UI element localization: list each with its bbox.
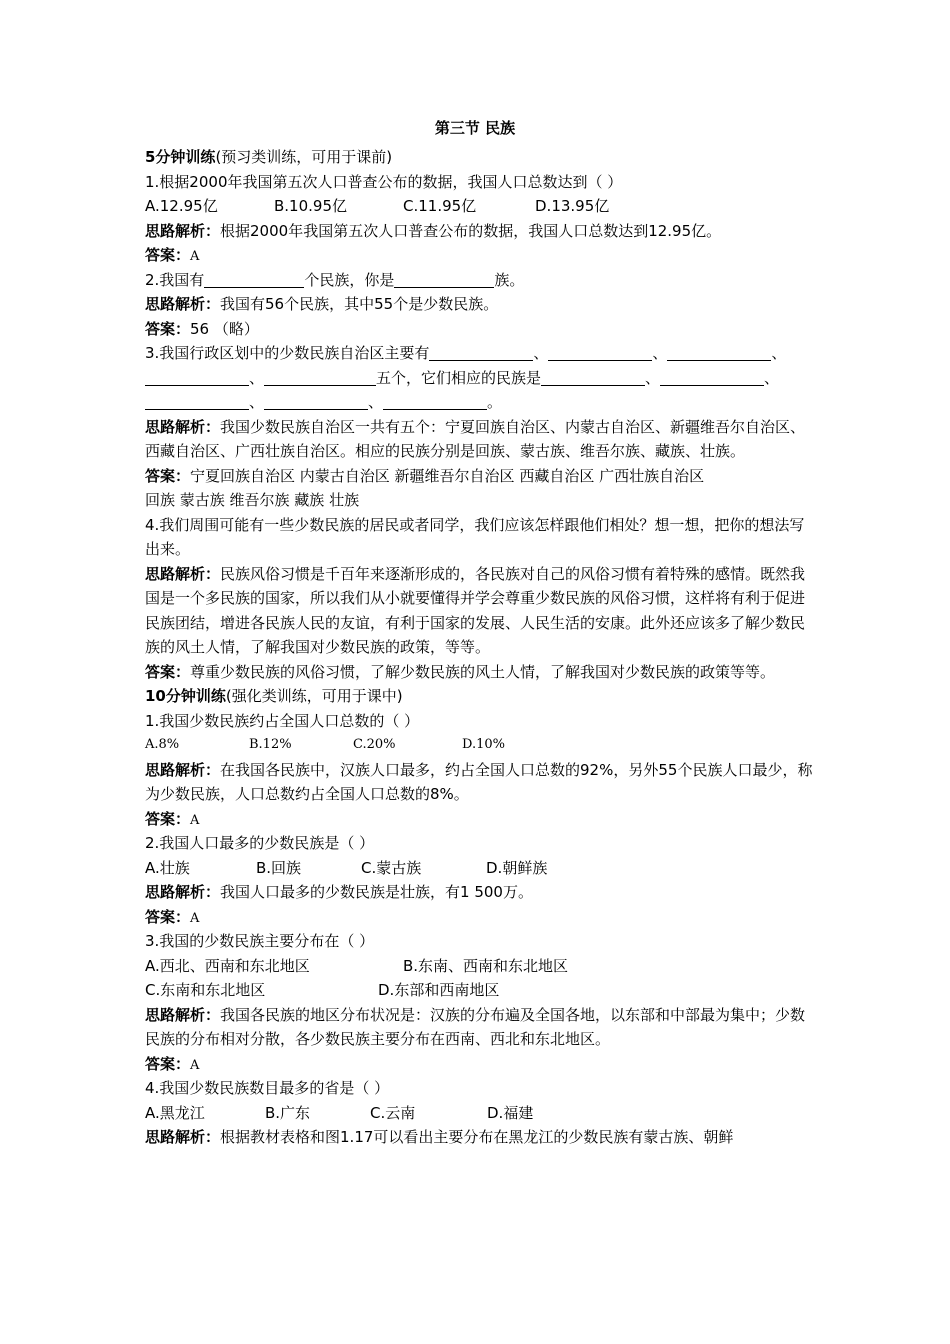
analysis-label: 思路解析：	[145, 295, 221, 313]
separator: 、	[652, 344, 668, 362]
section-heading-note: (强化类训练，可用于课中)	[225, 687, 403, 705]
option-a: A.12.95亿	[145, 197, 218, 215]
option-b: B.广东	[265, 1103, 311, 1122]
answer-label: 答案：	[145, 809, 191, 828]
question-stem: 1.根据2000年我国第五次人口普查公布的数据，我国人口总数达到（ ）	[145, 172, 623, 191]
question-options	[145, 856, 813, 881]
section-heading-note: (预习类训练，可用于课前)	[215, 148, 393, 166]
analysis-label: 思路解析：	[145, 760, 221, 779]
answer-text: A	[190, 910, 200, 926]
document-body	[145, 145, 813, 1150]
question-options	[145, 194, 813, 219]
answer-cont: 回族 蒙古族 维吾尔族 藏族 壮族	[145, 491, 360, 509]
section-heading-5min	[145, 145, 813, 170]
separator: 、	[533, 344, 549, 362]
answer-text: A	[190, 1057, 200, 1073]
stem-part: 五个，它们相应的民族是	[376, 368, 542, 387]
analysis-label: 思路解析：	[145, 417, 221, 436]
answer-label: 答案：	[145, 662, 191, 681]
option-d: D.13.95亿	[535, 197, 610, 215]
answer-label: 答案：	[145, 466, 191, 485]
separator: 、	[771, 344, 787, 362]
question-stem: 4.我们周围可能有一些少数民族的居民或者同学，我们应该怎样跟他们相处？想一想，把你的想法写出来。	[145, 515, 805, 558]
option-c: C.云南	[370, 1103, 416, 1122]
option-b: B.东南、西南和东北地区	[403, 956, 569, 975]
answer	[145, 464, 813, 489]
analysis	[145, 758, 813, 807]
fill-blank	[145, 393, 249, 410]
analysis	[145, 1003, 813, 1052]
analysis-label: 思路解析：	[145, 883, 221, 901]
question-options	[145, 954, 813, 979]
section-heading-bold: 10分钟训练	[145, 687, 226, 705]
analysis	[145, 562, 813, 660]
separator: 、	[764, 368, 780, 387]
option-c: C.东南和东北地区	[145, 981, 266, 999]
option-c: C.20%	[353, 737, 396, 752]
question-stem-cont	[145, 390, 813, 415]
analysis	[145, 219, 813, 244]
analysis-text: 我国人口最多的少数民族是壮族，有1 500万。	[220, 883, 533, 901]
option-d: D.朝鲜族	[486, 858, 548, 877]
fill-blank	[429, 344, 533, 361]
stem-part: 3.我国行政区划中的少数民族自治区主要有	[145, 344, 430, 362]
question-options	[145, 733, 813, 758]
option-b: B.12%	[249, 737, 292, 752]
analysis-label: 思路解析：	[145, 1128, 221, 1146]
question-stem: 2.我国人口最多的少数民族是（ ）	[145, 834, 375, 852]
question-stem	[145, 341, 813, 366]
fill-blank	[204, 271, 304, 288]
analysis	[145, 415, 813, 464]
stem-part: 2.我国有	[145, 270, 205, 289]
answer-text: 尊重少数民族的风俗习惯，了解少数民族的风土人情，了解我国对少数民族的政策等等。	[190, 662, 776, 681]
analysis-text: 根据教材表格和图1.17可以看出主要分布在黑龙江的少数民族有蒙古族、朝鲜	[220, 1128, 734, 1146]
option-d: D.10%	[462, 737, 505, 752]
question-stem-cont	[145, 366, 813, 391]
option-a: A.西北、西南和东北地区	[145, 956, 310, 975]
question-stem: 1.我国少数民族约占全国人口总数的（ ）	[145, 711, 420, 730]
fill-blank	[548, 344, 652, 361]
answer	[145, 317, 813, 342]
fill-blank	[541, 369, 645, 386]
fill-blank	[660, 369, 764, 386]
answer-label: 答案：	[145, 1054, 191, 1073]
option-a: A.黑龙江	[145, 1103, 205, 1122]
option-b: B.回族	[256, 858, 302, 877]
analysis-text: 我国各民族的地区分布状况是：汉族的分布遍及全国各地，以东部和中部最为集中；少数民族的分布相对分散，各少数民族主要分布在西南、西北和东北地区。	[145, 1005, 806, 1048]
fill-blank	[145, 369, 249, 386]
answer	[145, 660, 813, 685]
section-heading-bold: 5分钟训练	[145, 148, 216, 166]
separator: 、	[645, 368, 661, 387]
stem-part: 个民族，你是	[304, 270, 395, 289]
fill-blank	[264, 393, 368, 410]
question-options	[145, 978, 813, 1003]
option-c: C.11.95亿	[403, 197, 477, 215]
analysis-text: 我国少数民族自治区一共有五个：宁夏回族自治区、内蒙古自治区、新疆维吾尔自治区、西藏自治区、广西壮族自治区。相应的民族分别是回族、蒙古族、维吾尔族、藏族、壮族。	[145, 417, 806, 460]
analysis	[145, 880, 813, 905]
option-a: A.壮族	[145, 858, 190, 877]
analysis-label: 思路解析：	[145, 564, 221, 583]
answer-text: A	[190, 812, 200, 828]
answer-text: 56 （略）	[190, 319, 259, 338]
option-d: D.东部和西南地区	[378, 981, 500, 999]
answer-text: A	[190, 249, 200, 264]
answer	[145, 807, 813, 832]
separator: 、	[368, 393, 384, 411]
question-stem: 3.我国的少数民族主要分布在（ ）	[145, 932, 375, 950]
analysis-text: 民族风俗习惯是千百年来逐渐形成的，各民族对自己的风俗习惯有着特殊的感情。既然我国是一个多民族的国家，所以我们从小就要懂得并学会尊重少数民族的风俗习惯，这样将有利于促进民族团结，增进各民族人民的友谊，有利于国家的发展、人民生活的安康。此外还应该多了解少数民族的风土人情，了解我国对少数民族的政策，等等。	[145, 564, 806, 656]
question-stem: 4.我国少数民族数目最多的省是（ ）	[145, 1079, 390, 1097]
stem-part: 族。	[494, 270, 525, 289]
fill-blank	[264, 369, 376, 386]
fill-blank	[383, 393, 487, 410]
analysis-text: 我国有56个民族，其中55个是少数民族。	[220, 295, 499, 313]
analysis	[145, 292, 813, 317]
analysis	[145, 1125, 813, 1150]
fill-blank	[394, 271, 494, 288]
separator: 、	[249, 393, 265, 411]
answer	[145, 905, 813, 930]
analysis-text: 根据2000年我国第五次人口普查公布的数据，我国人口总数达到12.95亿。	[220, 221, 722, 240]
option-d: D.福建	[487, 1103, 534, 1122]
option-a: A.8%	[145, 737, 180, 752]
separator: 、	[249, 368, 265, 387]
analysis-label: 思路解析：	[145, 1005, 221, 1024]
answer-label: 答案：	[145, 246, 191, 264]
fill-blank	[667, 344, 771, 361]
question-stem	[145, 268, 813, 293]
option-c: C.蒙古族	[361, 858, 422, 877]
page-title: 第三节 民族	[434, 119, 516, 137]
answer-text: 宁夏回族自治区 内蒙古自治区 新疆维吾尔自治区 西藏自治区 广西壮族自治区	[190, 466, 705, 485]
answer-label: 答案：	[145, 319, 191, 338]
analysis-label: 思路解析：	[145, 221, 221, 240]
answer	[145, 1052, 813, 1077]
separator: 。	[487, 393, 503, 411]
answer-label: 答案：	[145, 907, 191, 926]
section-heading-10min	[145, 684, 813, 709]
option-b: B.10.95亿	[274, 197, 348, 215]
answer	[145, 243, 813, 268]
question-options	[145, 1101, 813, 1126]
analysis-text: 在我国各民族中，汉族人口最多，约占全国人口总数的92%，另外55个民族人口最少，称为少数民族，人口总数约占全国人口总数的8%。	[145, 760, 813, 803]
